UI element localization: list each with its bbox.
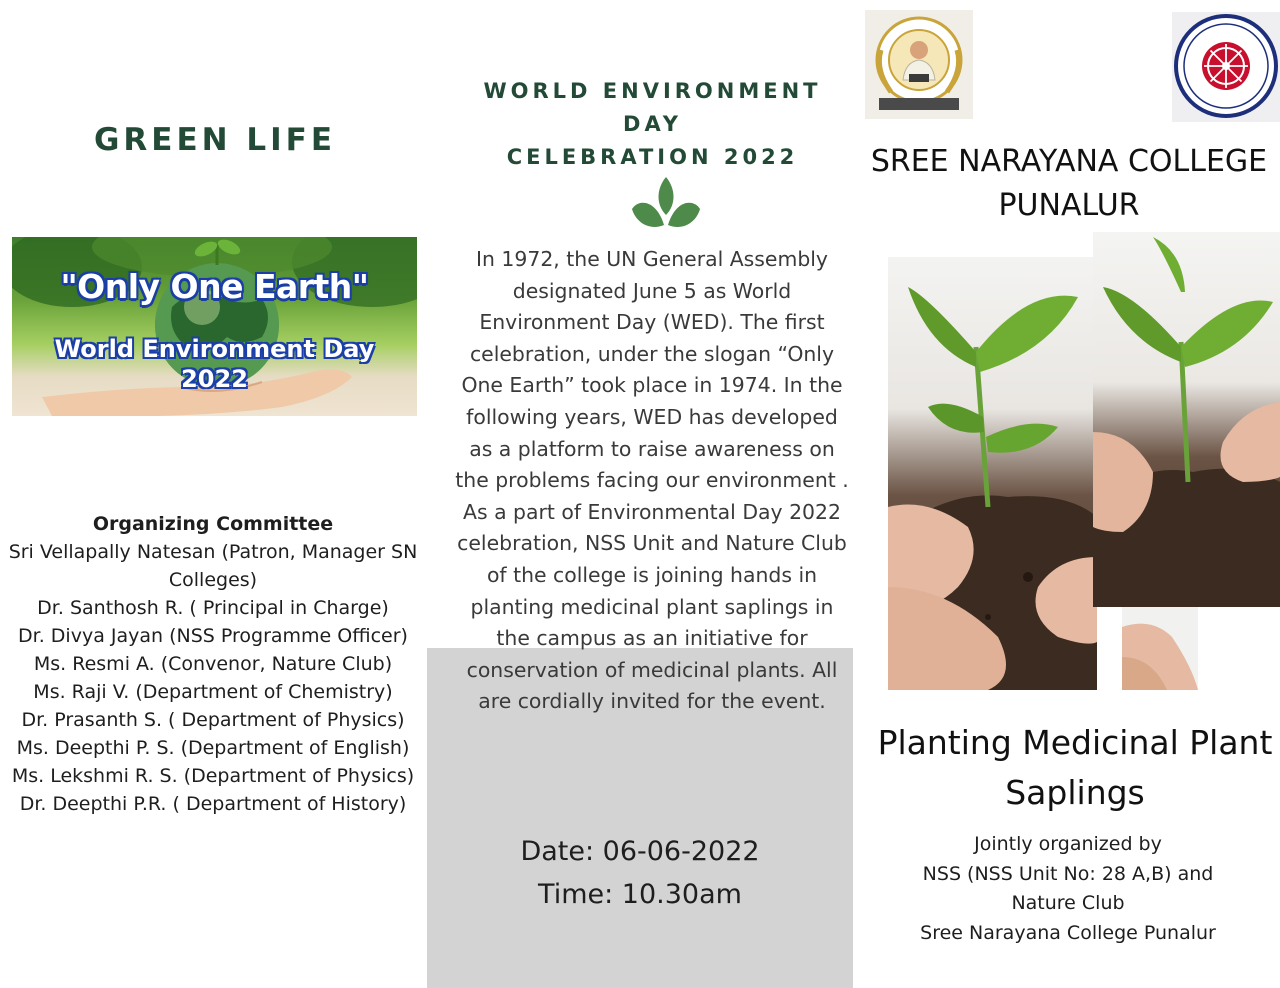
banner-event-name: World Environment Day <box>54 335 375 363</box>
committee-member: Ms. Deepthi P. S. (Department of English) <box>16 737 410 759</box>
organizers-line: Sree Narayana College Punalur <box>920 921 1216 944</box>
organizing-committee <box>0 510 426 818</box>
event-title <box>858 718 1280 818</box>
world-environment-day-banner <box>12 237 417 416</box>
organizers-line: NSS (NSS Unit No: 28 A,B) and <box>922 862 1214 885</box>
committee-member: Dr. Prasanth S. ( Department of Physics) <box>21 709 405 731</box>
title-line: CELEBRATION 2022 <box>506 145 799 169</box>
banner-year: 2022 <box>181 365 248 393</box>
committee-member: Dr. Divya Jayan (NSS Programme Officer) <box>18 625 408 647</box>
college-name-line: SREE NARAYANA COLLEGE <box>870 144 1268 179</box>
organizers-line: Nature Club <box>1011 892 1125 914</box>
title-line: DAY <box>623 112 682 136</box>
committee-member: Dr. Deepthi P.R. ( Department of History) <box>19 793 407 815</box>
committee-member: Ms. Resmi A. (Convenor, Nature Club) <box>33 653 393 675</box>
committee-member: Ms. Lekshmi R. S. (Department of Physics) <box>11 765 415 787</box>
event-date-time <box>427 830 853 916</box>
committee-member: Sri Vellapally Natesan (Patron, Manager SN Colleges) <box>8 541 418 591</box>
national-service-scheme-logo <box>1172 12 1280 122</box>
event-date: Date: 06-06-2022 <box>520 836 760 867</box>
green-life-title: GREEN LIFE <box>93 122 337 158</box>
committee-heading: Organizing Committee <box>92 513 334 535</box>
college-name <box>858 140 1280 228</box>
committee-member: Dr. Santhosh R. ( Principal in Charge) <box>37 597 389 619</box>
event-title-line: Planting Medicinal Plant <box>877 723 1273 762</box>
event-title-line: Saplings <box>1005 773 1145 812</box>
organizers-info <box>858 830 1278 948</box>
sree-narayana-college-logo <box>865 10 973 119</box>
sapling-planting-photo <box>1122 607 1198 690</box>
committee-member: Ms. Raji V. (Department of Chemistry) <box>33 681 393 703</box>
title-line: WORLD ENVIRONMENT <box>483 79 822 103</box>
event-description: In 1972, the UN General Assembly designated June 5 as World Environment Day (WED). The first celebration, under the slogan “Only One Earth” took place in 1974. In the following years, WED has developed as a platform to raise awareness on the problems facing our environment . As a part of Environmental Day 2022 celebration, NSS Unit and Nature Club of the college is joining hands in planting medicinal plant saplings in the campus as an initiative for conservation of medicinal plants. All are cordially invited for the event. <box>455 247 849 714</box>
college-name-line: PUNALUR <box>998 188 1140 223</box>
sapling-planting-photo <box>1093 232 1280 607</box>
world-environment-day-title <box>440 75 865 174</box>
event-time: Time: 10.30am <box>538 879 742 910</box>
sapling-planting-photo <box>888 257 1097 690</box>
banner-slogan: "Only One Earth" <box>60 267 369 306</box>
organizers-line: Jointly organized by <box>974 833 1162 855</box>
leaf-sprout-icon <box>628 175 704 241</box>
